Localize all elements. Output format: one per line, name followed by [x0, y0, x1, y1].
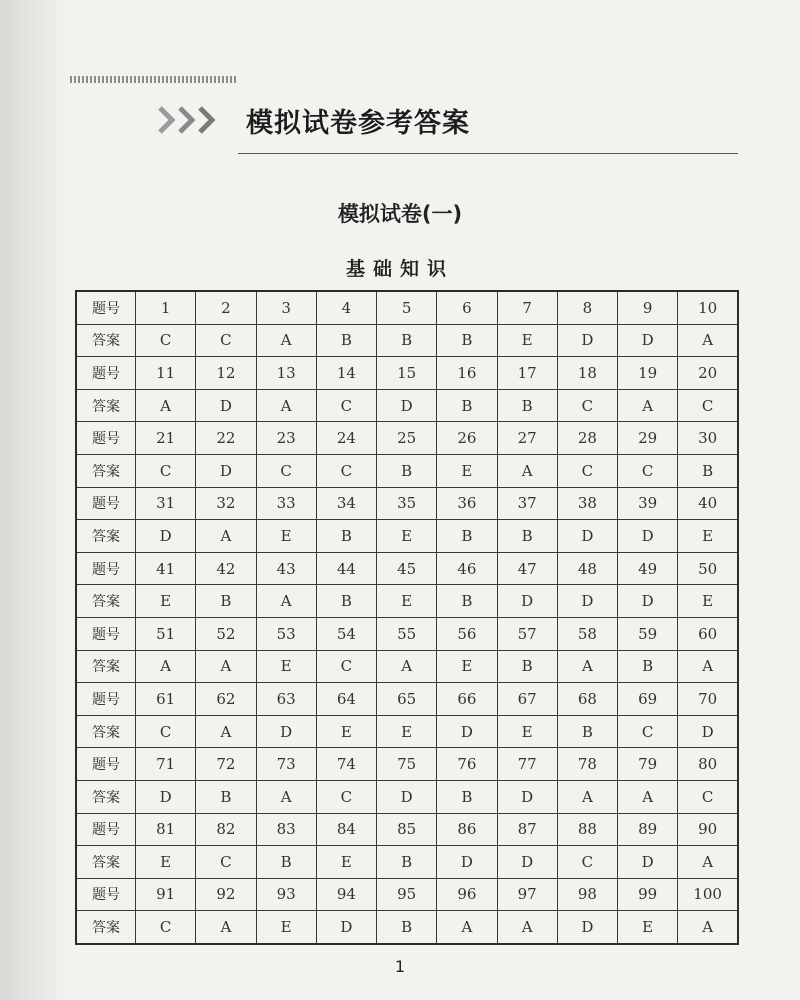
table-cell: D [377, 389, 437, 422]
table-cell: 79 [618, 748, 678, 781]
table-cell: 13 [256, 357, 316, 390]
table-cell: 20 [678, 357, 738, 390]
table-cell: 1 [136, 291, 196, 324]
table-cell: 19 [618, 357, 678, 390]
table-cell: 31 [136, 487, 196, 520]
table-cell: 77 [497, 748, 557, 781]
table-cell: B [437, 520, 497, 553]
table-cell: C [678, 780, 738, 813]
table-cell: C [196, 324, 256, 357]
table-cell: D [497, 846, 557, 879]
table-cell: 22 [196, 422, 256, 455]
table-row [76, 487, 738, 520]
table-cell: 41 [136, 552, 196, 585]
table-cell: A [497, 454, 557, 487]
table-cell: 61 [136, 683, 196, 716]
table-cell: 24 [316, 422, 376, 455]
table-cell: C [256, 454, 316, 487]
table-cell: E [256, 911, 316, 944]
table-row [76, 813, 738, 846]
table-cell: 69 [618, 683, 678, 716]
table-cell: A [618, 389, 678, 422]
table-cell: 2 [196, 291, 256, 324]
table-cell: B [377, 324, 437, 357]
row-label: 答案 [76, 324, 136, 357]
table-cell: D [557, 520, 617, 553]
table-cell: 33 [256, 487, 316, 520]
row-label: 答案 [76, 911, 136, 944]
table-cell: C [316, 650, 376, 683]
table-cell: 42 [196, 552, 256, 585]
table-cell: A [437, 911, 497, 944]
table-cell: B [497, 650, 557, 683]
table-row [76, 454, 738, 487]
table-cell: 43 [256, 552, 316, 585]
table-cell: 92 [196, 878, 256, 911]
table-cell: 32 [196, 487, 256, 520]
table-cell: 73 [256, 748, 316, 781]
table-cell: D [618, 585, 678, 618]
table-cell: 12 [196, 357, 256, 390]
table-cell: 84 [316, 813, 376, 846]
exam-subtitle: 模拟试卷(一) [337, 202, 463, 226]
table-cell: 46 [437, 552, 497, 585]
table-cell: 100 [678, 878, 738, 911]
table-cell: 14 [316, 357, 376, 390]
table-row [76, 389, 738, 422]
table-cell: B [316, 585, 376, 618]
table-cell: 66 [437, 683, 497, 716]
table-cell: 28 [557, 422, 617, 455]
table-cell: 71 [136, 748, 196, 781]
table-cell: C [136, 324, 196, 357]
table-cell: B [377, 454, 437, 487]
section-title: 基础知识 [345, 258, 454, 280]
table-cell: A [377, 650, 437, 683]
table-cell: 81 [136, 813, 196, 846]
table-cell: C [618, 715, 678, 748]
row-label: 答案 [76, 846, 136, 879]
table-cell: 65 [377, 683, 437, 716]
table-cell: A [136, 389, 196, 422]
row-label: 题号 [76, 748, 136, 781]
table-cell: 9 [618, 291, 678, 324]
row-label: 题号 [76, 291, 136, 324]
row-label: 题号 [76, 487, 136, 520]
table-cell: D [377, 780, 437, 813]
table-cell: 6 [437, 291, 497, 324]
table-cell: 45 [377, 552, 437, 585]
table-row [76, 291, 738, 324]
table-cell: A [678, 846, 738, 879]
table-cell: E [377, 520, 437, 553]
table-cell: D [256, 715, 316, 748]
row-label: 题号 [76, 683, 136, 716]
table-cell: 29 [618, 422, 678, 455]
table-cell: D [618, 846, 678, 879]
table-cell: E [678, 585, 738, 618]
table-cell: C [316, 454, 376, 487]
table-cell: E [437, 650, 497, 683]
table-cell: 26 [437, 422, 497, 455]
table-cell: D [196, 389, 256, 422]
table-cell: 21 [136, 422, 196, 455]
table-cell: B [618, 650, 678, 683]
table-cell: 97 [497, 878, 557, 911]
table-cell: 51 [136, 617, 196, 650]
table-cell: B [377, 911, 437, 944]
table-cell: 60 [678, 617, 738, 650]
table-cell: 75 [377, 748, 437, 781]
table-cell: B [316, 520, 376, 553]
page-number: 1 [394, 957, 406, 976]
table-row [76, 617, 738, 650]
table-cell: C [136, 911, 196, 944]
table-cell: A [196, 911, 256, 944]
table-cell: C [557, 454, 617, 487]
table-cell: D [497, 780, 557, 813]
decorative-stripe-bar [70, 76, 238, 83]
table-cell: A [618, 780, 678, 813]
table-cell: E [497, 324, 557, 357]
table-cell: 34 [316, 487, 376, 520]
table-cell: A [557, 780, 617, 813]
row-label: 答案 [76, 650, 136, 683]
table-cell: B [497, 520, 557, 553]
table-row [76, 650, 738, 683]
table-cell: A [678, 650, 738, 683]
row-label: 题号 [76, 422, 136, 455]
table-cell: 82 [196, 813, 256, 846]
table-cell: E [316, 846, 376, 879]
row-label: 题号 [76, 552, 136, 585]
table-cell: 39 [618, 487, 678, 520]
table-row [76, 520, 738, 553]
table-cell: D [497, 585, 557, 618]
table-cell: C [678, 389, 738, 422]
table-cell: E [678, 520, 738, 553]
table-cell: 10 [678, 291, 738, 324]
table-cell: B [678, 454, 738, 487]
table-cell: C [316, 389, 376, 422]
table-cell: B [557, 715, 617, 748]
table-cell: D [196, 454, 256, 487]
table-cell: 74 [316, 748, 376, 781]
table-row [76, 552, 738, 585]
table-cell: 70 [678, 683, 738, 716]
table-cell: 94 [316, 878, 376, 911]
table-cell: 4 [316, 291, 376, 324]
table-cell: 80 [678, 748, 738, 781]
table-cell: E [618, 911, 678, 944]
table-cell: 55 [377, 617, 437, 650]
table-cell: 62 [196, 683, 256, 716]
table-cell: 44 [316, 552, 376, 585]
table-cell: D [557, 324, 617, 357]
table-row [76, 683, 738, 716]
table-cell: B [497, 389, 557, 422]
table-cell: C [196, 846, 256, 879]
answer-table [75, 290, 739, 945]
table-cell: D [557, 911, 617, 944]
table-cell: B [437, 389, 497, 422]
table-cell: 93 [256, 878, 316, 911]
table-cell: C [557, 389, 617, 422]
table-cell: D [136, 780, 196, 813]
table-cell: 53 [256, 617, 316, 650]
table-cell: 17 [497, 357, 557, 390]
table-cell: 11 [136, 357, 196, 390]
table-cell: 76 [437, 748, 497, 781]
table-cell: D [136, 520, 196, 553]
table-cell: 8 [557, 291, 617, 324]
table-cell: 36 [437, 487, 497, 520]
table-cell: 3 [256, 291, 316, 324]
row-label: 题号 [76, 617, 136, 650]
table-cell: A [256, 324, 316, 357]
table-cell: B [437, 780, 497, 813]
table-cell: E [497, 715, 557, 748]
table-cell: 95 [377, 878, 437, 911]
table-cell: 18 [557, 357, 617, 390]
table-cell: A [678, 324, 738, 357]
table-cell: 40 [678, 487, 738, 520]
table-cell: 38 [557, 487, 617, 520]
table-cell: E [316, 715, 376, 748]
row-label: 答案 [76, 585, 136, 618]
table-cell: D [618, 520, 678, 553]
row-label: 题号 [76, 813, 136, 846]
table-cell: C [316, 780, 376, 813]
table-cell: B [196, 585, 256, 618]
table-cell: C [618, 454, 678, 487]
table-cell: 89 [618, 813, 678, 846]
table-cell: B [196, 780, 256, 813]
table-cell: B [316, 324, 376, 357]
table-cell: E [377, 585, 437, 618]
title-underline [238, 153, 738, 154]
row-label: 题号 [76, 357, 136, 390]
table-cell: 49 [618, 552, 678, 585]
table-cell: 78 [557, 748, 617, 781]
table-cell: B [437, 324, 497, 357]
table-row [76, 585, 738, 618]
table-row [76, 878, 738, 911]
table-cell: E [437, 454, 497, 487]
table-cell: 64 [316, 683, 376, 716]
table-row [76, 748, 738, 781]
table-cell: 37 [497, 487, 557, 520]
table-cell: 7 [497, 291, 557, 324]
triple-chevron-icon [158, 104, 222, 136]
table-cell: 83 [256, 813, 316, 846]
row-label: 答案 [76, 780, 136, 813]
table-cell: 47 [497, 552, 557, 585]
table-cell: 56 [437, 617, 497, 650]
table-cell: C [557, 846, 617, 879]
table-cell: A [136, 650, 196, 683]
table-row [76, 422, 738, 455]
table-cell: 63 [256, 683, 316, 716]
table-cell: C [136, 715, 196, 748]
table-cell: A [497, 911, 557, 944]
table-cell: 99 [618, 878, 678, 911]
table-cell: A [256, 780, 316, 813]
table-cell: 98 [557, 878, 617, 911]
page-title: 模拟试卷参考答案 [246, 108, 470, 139]
table-row [76, 357, 738, 390]
table-cell: A [557, 650, 617, 683]
table-cell: 68 [557, 683, 617, 716]
row-label: 答案 [76, 389, 136, 422]
table-cell: 16 [437, 357, 497, 390]
table-row [76, 846, 738, 879]
table-cell: D [678, 715, 738, 748]
table-cell: D [557, 585, 617, 618]
table-cell: 96 [437, 878, 497, 911]
table-row [76, 715, 738, 748]
row-label: 答案 [76, 454, 136, 487]
row-label: 答案 [76, 715, 136, 748]
table-cell: A [196, 520, 256, 553]
table-cell: A [678, 911, 738, 944]
table-cell: 25 [377, 422, 437, 455]
row-label: 题号 [76, 878, 136, 911]
table-cell: 35 [377, 487, 437, 520]
table-row [76, 324, 738, 357]
table-cell: 27 [497, 422, 557, 455]
table-cell: D [437, 715, 497, 748]
table-cell: 87 [497, 813, 557, 846]
table-cell: B [377, 846, 437, 879]
table-cell: 91 [136, 878, 196, 911]
table-cell: A [256, 389, 316, 422]
table-cell: 50 [678, 552, 738, 585]
table-cell: D [316, 911, 376, 944]
table-cell: B [256, 846, 316, 879]
table-cell: E [256, 650, 316, 683]
table-cell: 67 [497, 683, 557, 716]
table-cell: E [136, 585, 196, 618]
table-cell: E [256, 520, 316, 553]
table-cell: A [196, 650, 256, 683]
table-cell: 90 [678, 813, 738, 846]
table-cell: 86 [437, 813, 497, 846]
table-cell: 88 [557, 813, 617, 846]
table-cell: D [618, 324, 678, 357]
table-cell: E [377, 715, 437, 748]
table-cell: 85 [377, 813, 437, 846]
table-cell: 58 [557, 617, 617, 650]
table-cell: B [437, 585, 497, 618]
table-cell: E [136, 846, 196, 879]
table-cell: D [437, 846, 497, 879]
table-cell: 52 [196, 617, 256, 650]
table-cell: A [256, 585, 316, 618]
table-cell: C [136, 454, 196, 487]
table-cell: 5 [377, 291, 437, 324]
table-row [76, 780, 738, 813]
table-cell: 15 [377, 357, 437, 390]
table-cell: 23 [256, 422, 316, 455]
table-cell: 72 [196, 748, 256, 781]
table-cell: A [196, 715, 256, 748]
table-row [76, 911, 738, 944]
page-edge-shadow [0, 0, 70, 1000]
table-cell: 48 [557, 552, 617, 585]
table-cell: 59 [618, 617, 678, 650]
table-cell: 54 [316, 617, 376, 650]
table-cell: 57 [497, 617, 557, 650]
row-label: 答案 [76, 520, 136, 553]
table-cell: 30 [678, 422, 738, 455]
